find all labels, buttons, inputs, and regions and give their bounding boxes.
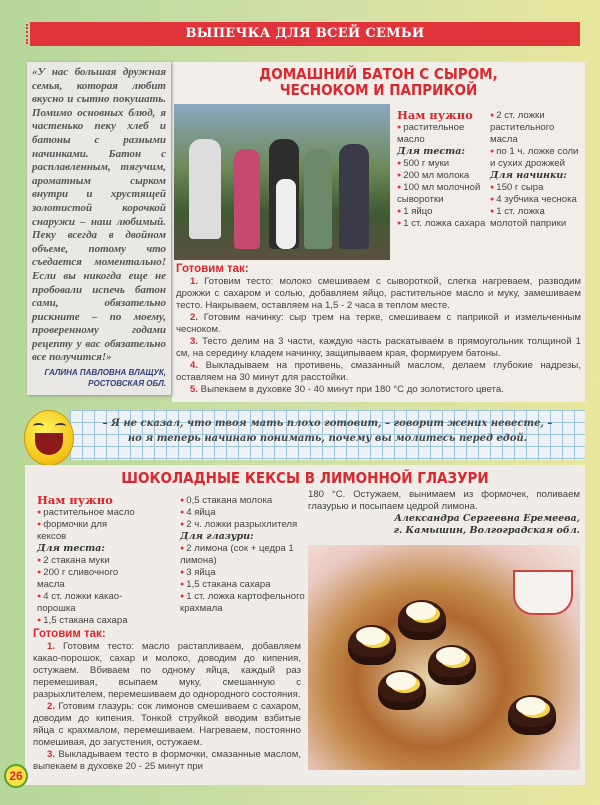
- joke-box: [70, 410, 585, 460]
- ingredients-col-2: [180, 495, 305, 615]
- ingredient: ● 200 мл молока: [397, 170, 489, 182]
- recipe-bread: [172, 62, 585, 402]
- ingredient: ● 150 г сыра: [490, 182, 582, 194]
- page-number: 26: [4, 764, 28, 788]
- steps-continuation: [308, 489, 580, 537]
- dough-heading: Для теста:: [37, 543, 105, 554]
- author-name: ГАЛИНА ПАВЛОВНА ВЛАЩУК,: [44, 368, 166, 378]
- quote-author: [32, 367, 166, 389]
- step: 2. Готовим глазурь: сок лимонов смешиваем с сахаром, доводим до кипения. Тонкой струйкой вводим взбитые яйца с крахмалом, перемешиваем. Нагреваем, постоянно помешивая, до загустения, остужаем.: [33, 701, 301, 748]
- recipe-cupcakes: [25, 465, 585, 785]
- author-region: РОСТОВСКАЯ ОБЛ.: [88, 379, 166, 389]
- ingredient: ● 4 яйца: [180, 507, 305, 519]
- author-region: г. Камышин, Волгоградская обл.: [393, 525, 580, 536]
- ingredient: ● формочки для кексов: [37, 519, 137, 543]
- step: 4. Выкладываем на противень, смазанный маслом, делаем глубокие надрезы, оставляем на 30 минут для расстойки.: [176, 360, 581, 383]
- recipe-title: ШОКОЛАДНЫЕ КЕКСЫ В ЛИМОННОЙ ГЛАЗУРИ: [121, 469, 489, 487]
- step: 5. Выпекаем в духовке 30 - 40 минут при 180 °C до золотистого цвета.: [190, 384, 504, 395]
- continuation-text: 180 °C. Остужаем, вынимаем из формочек, поливаем глазурью и посыпаем цедрой лимона.: [308, 489, 580, 512]
- glaze-heading: Для глазури:: [180, 531, 254, 542]
- ingredient: ● 1,5 стакана сахара: [37, 615, 177, 627]
- family-photo: [174, 104, 390, 260]
- ingredient: ● 1 ст. ложка сахара: [397, 218, 489, 230]
- ingredient: ● 2 стакана муки: [37, 555, 177, 567]
- author-name: Александра Сергеевна Еремеева,: [394, 513, 580, 524]
- ingredients-heading: Нам нужно: [37, 493, 113, 507]
- ingredient: ● 2 ст. ложки растительного масла: [490, 110, 582, 146]
- ingredients-col-2: [490, 110, 582, 230]
- ingredient: ● 0,5 стакана молока: [180, 495, 305, 507]
- ingredient: ● 2 лимона (сок + цедра 1 лимона): [180, 543, 305, 567]
- ingredients-col-1: [37, 493, 177, 627]
- ingredients-col-1: [397, 108, 489, 230]
- quote-text: «У нас большая дружная семья, которая любит вкусно и сытно покушать. Помимо основных блюд, я частенько пеку хлеб и батоны с разными начинками. Батон с расплавленным, тягучим, ароматным сырком внутри и хрустящей золотистой корочкой снаружи – наш любимый. Пеку всегда в двойном объеме, потому что съедается моментально! Если вы никогда еще не пробовали испечь батон сами, обязательно рискните – по моему, проверенному годами рецепту у вас обязательно все получится!»: [32, 66, 166, 364]
- step: 3. Тесто делим на 3 части, каждую часть раскатываем в прямоугольник толщиной 1 см, на середину кладем начинку, защипываем края, формируем батоны.: [176, 336, 581, 359]
- step: 1. Готовим тесто: молоко смешиваем с сывороткой, слегка нагреваем, разводим дрожжи с сахаром и солью, добавляем яйцо, растительное масло и муку, замешиваем тесто. Накрываем, оставляем на 1,5 - 2 часа в теплом месте.: [176, 276, 581, 311]
- dough-heading: Для теста:: [397, 146, 465, 157]
- filling-heading: Для начинки:: [490, 170, 567, 181]
- ingredient: ● 2 ч. ложки разрыхлителя: [180, 519, 305, 531]
- ingredient: ● 1 яйцо: [397, 206, 489, 218]
- ingredient: ● 1 ст. ложка молотой паприки: [490, 206, 582, 230]
- ingredients-heading: Нам нужно: [397, 108, 473, 122]
- ingredient: ● 4 ст. ложки какао-порошка: [37, 591, 137, 615]
- ingredient: ● 3 яйца: [180, 567, 305, 579]
- steps: [33, 628, 301, 773]
- steps: [176, 263, 581, 396]
- ingredient: ● 4 зубчика чеснока: [490, 194, 582, 206]
- ingredient: ● 100 мл молочной сыворотки: [397, 182, 489, 206]
- cupcakes-photo: [308, 545, 580, 770]
- steps-heading: Готовим так:: [33, 628, 106, 640]
- joke-line: – Я не сказал, что твоя мать плохо готовит, – говорит жених невесте, –: [102, 418, 553, 429]
- joke-line: но я теперь начинаю понимать, почему вы молитесь перед едой.: [127, 433, 528, 444]
- step: 2. Готовим начинку: сыр трем на терке, смешиваем с паприкой и измельченным чесноком.: [176, 312, 581, 335]
- ingredient: ● 1 ст. ложка картофельного крахмала: [180, 591, 305, 615]
- ingredient: ● растительное масло: [397, 122, 489, 146]
- ingredient: ● 1,5 стакана сахара: [180, 579, 305, 591]
- steps-heading: Готовим так:: [176, 263, 249, 275]
- ingredient: ● 500 г муки: [397, 158, 489, 170]
- step: 3. Выкладываем тесто в формочки, смазанные маслом, выпекаем в духовке 20 - 25 минут при: [33, 749, 301, 772]
- ingredient: ● 200 г сливочного масла: [37, 567, 142, 591]
- ingredient: ● по 1 ч. ложке соли и сухих дрожжей: [490, 146, 582, 170]
- step: 1. Готовим тесто: масло растапливаем, добавляем какао-порошок, сахар и молоко, доводим до кипения, остужаем. Вбиваем по одному яйца, каждый раз перемешивая, всыпаем муку, смешанную с разрыхлителем, перемешиваем до однородного состояния.: [33, 641, 301, 700]
- laughing-smiley-icon: [24, 410, 74, 466]
- ingredient: ● растительное масло: [37, 507, 177, 519]
- recipe-author: [308, 513, 580, 537]
- recipe-title: ДОМАШНИЙ БАТОН С СЫРОМ, ЧЕСНОКОМ И ПАПРИКОЙ: [259, 65, 498, 99]
- section-banner: ВЫПЕЧКА ДЛЯ ВСЕЙ СЕМЬИ: [30, 22, 580, 46]
- reader-quote: [27, 62, 171, 395]
